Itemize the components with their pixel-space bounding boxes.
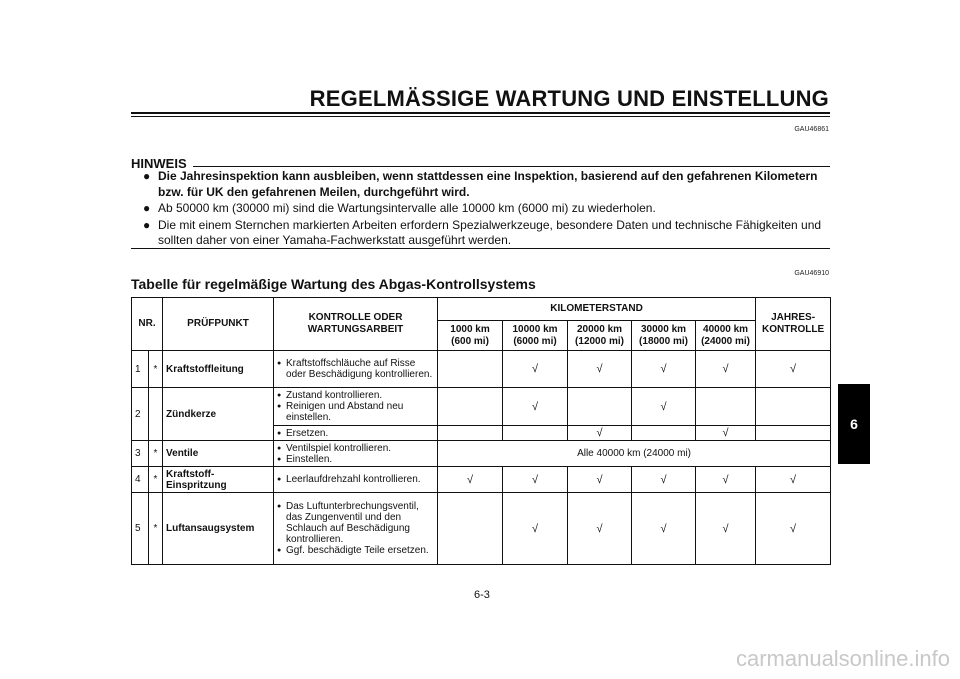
- check-cell: [503, 426, 568, 441]
- row-number: 5: [132, 493, 149, 565]
- row-actions: ● Ersetzen.: [274, 426, 438, 441]
- row-star: [149, 388, 163, 441]
- check-cell: [632, 426, 696, 441]
- doc-code: GAU46861: [794, 126, 829, 133]
- table-row: [132, 493, 831, 565]
- row-actions: ● Leerlaufdrehzahl kontrollieren.: [274, 467, 438, 493]
- check-cell: √: [568, 467, 632, 493]
- row-number: 1: [132, 351, 149, 388]
- page-number: 6-3: [474, 589, 490, 601]
- check-cell: √: [503, 388, 568, 426]
- maintenance-table: [131, 297, 831, 565]
- check-cell: √: [756, 351, 831, 388]
- check-cell: [438, 388, 503, 426]
- table-row: [132, 441, 831, 467]
- check-cell: [568, 388, 632, 426]
- row-actions: ● Das Luftunterbrechungsventil, das Zungenventil und den Schlauch auf Beschädigung kontrollieren. ● Ggf. beschädigte Teile ersetzen.: [274, 493, 438, 565]
- check-cell: [756, 426, 831, 441]
- check-cell: √: [632, 493, 696, 565]
- row-actions: ● Kraftstoffschläuche auf Risse oder Beschädigung kontrollieren.: [274, 351, 438, 388]
- interval-cell: Alle 40000 km (24000 mi): [438, 441, 831, 467]
- check-cell: [438, 351, 503, 388]
- check-cell: √: [568, 493, 632, 565]
- hinweis-bottom-rule: [131, 248, 830, 249]
- row-item: Kraftstoff-Einspritzung: [163, 467, 274, 493]
- bullet-icon: ●: [143, 169, 151, 183]
- check-cell: √: [503, 467, 568, 493]
- check-cell: √: [756, 467, 831, 493]
- row-star: *: [149, 351, 163, 388]
- bullet-icon: ●: [143, 201, 151, 215]
- check-cell: √: [696, 493, 756, 565]
- check-cell: [696, 388, 756, 426]
- chapter-tab: 6: [838, 384, 870, 464]
- row-item: Zündkerze: [163, 388, 274, 441]
- check-cell: √: [632, 351, 696, 388]
- section-title: Tabelle für regelmäßige Wartung des Abgas-Kontrollsystems: [131, 276, 536, 292]
- table-row: [132, 351, 831, 388]
- hinweis-list: [131, 169, 830, 250]
- check-cell: √: [696, 467, 756, 493]
- header-km-20000: 20000 km (12000 mi): [568, 321, 632, 351]
- header-kontrolle: KONTROLLE ODER WARTUNGSARBEIT: [274, 298, 438, 351]
- row-item: Luftansaugsystem: [163, 493, 274, 565]
- row-star: *: [149, 441, 163, 467]
- row-number: 3: [132, 441, 149, 467]
- title-rule: [131, 112, 830, 114]
- check-cell: √: [696, 351, 756, 388]
- hinweis-item: ● Die Jahresinspektion kann ausbleiben, wenn stattdessen eine Inspektion, basierend auf den gefahrenen Kilometern bzw. für UK den gefahrenen Meilen, durchgeführt wird.: [143, 169, 818, 199]
- table-row: [132, 388, 831, 426]
- page-title: REGELMÄSSIGE WARTUNG UND EINSTELLUNG: [309, 86, 829, 111]
- check-cell: √: [632, 388, 696, 426]
- section-code: GAU46910: [794, 270, 829, 277]
- row-number: 4: [132, 467, 149, 493]
- check-cell: √: [568, 426, 632, 441]
- check-cell: √: [756, 493, 831, 565]
- header-km-30000: 30000 km (18000 mi): [632, 321, 696, 351]
- row-actions: ● Ventilspiel kontrollieren. ● Einstellen.: [274, 441, 438, 467]
- header-nr: NR.: [132, 298, 163, 351]
- row-star: *: [149, 493, 163, 565]
- check-cell: √: [503, 493, 568, 565]
- watermark: carmanualsonline.info: [735, 646, 950, 671]
- header-km-10000: 10000 km (6000 mi): [503, 321, 568, 351]
- hinweis-rule: [193, 166, 830, 167]
- check-cell: √: [568, 351, 632, 388]
- check-cell: [438, 493, 503, 565]
- check-cell: √: [438, 467, 503, 493]
- table-row: [132, 467, 831, 493]
- bullet-icon: ●: [143, 217, 151, 232]
- header-km-1000: 1000 km (600 mi): [438, 321, 503, 351]
- header-kilometerstand: KILOMETERSTAND: [438, 298, 756, 321]
- check-cell: √: [696, 426, 756, 441]
- check-cell: [756, 388, 831, 426]
- check-cell: √: [632, 467, 696, 493]
- title-rule-thin: [131, 116, 830, 117]
- header-jahres: JAHRES-KONTROLLE: [756, 298, 831, 351]
- header-pruefpunkt: PRÜFPUNKT: [163, 298, 274, 351]
- row-actions: ● Zustand kontrollieren. ● Reinigen und Abstand neu einstellen.: [274, 388, 438, 426]
- row-item: Kraftstoffleitung: [163, 351, 274, 388]
- check-cell: √: [503, 351, 568, 388]
- row-star: *: [149, 467, 163, 493]
- hinweis-label: HINWEIS: [131, 156, 187, 171]
- check-cell: [438, 426, 503, 441]
- hinweis-item: ● Ab 50000 km (30000 mi) sind die Wartungsintervalle alle 10000 km (6000 mi) zu wiederholen.: [143, 201, 656, 215]
- hinweis-item: ● Die mit einem Sternchen markierten Arbeiten erfordern Spezialwerkzeuge, besondere Daten und technische Fähigkeiten und sollten daher von einer Yamaha-Fachwerkstatt ausgeführt werden.: [143, 217, 822, 247]
- row-number: 2: [132, 388, 149, 441]
- header-km-40000: 40000 km (24000 mi): [696, 321, 756, 351]
- row-item: Ventile: [163, 441, 274, 467]
